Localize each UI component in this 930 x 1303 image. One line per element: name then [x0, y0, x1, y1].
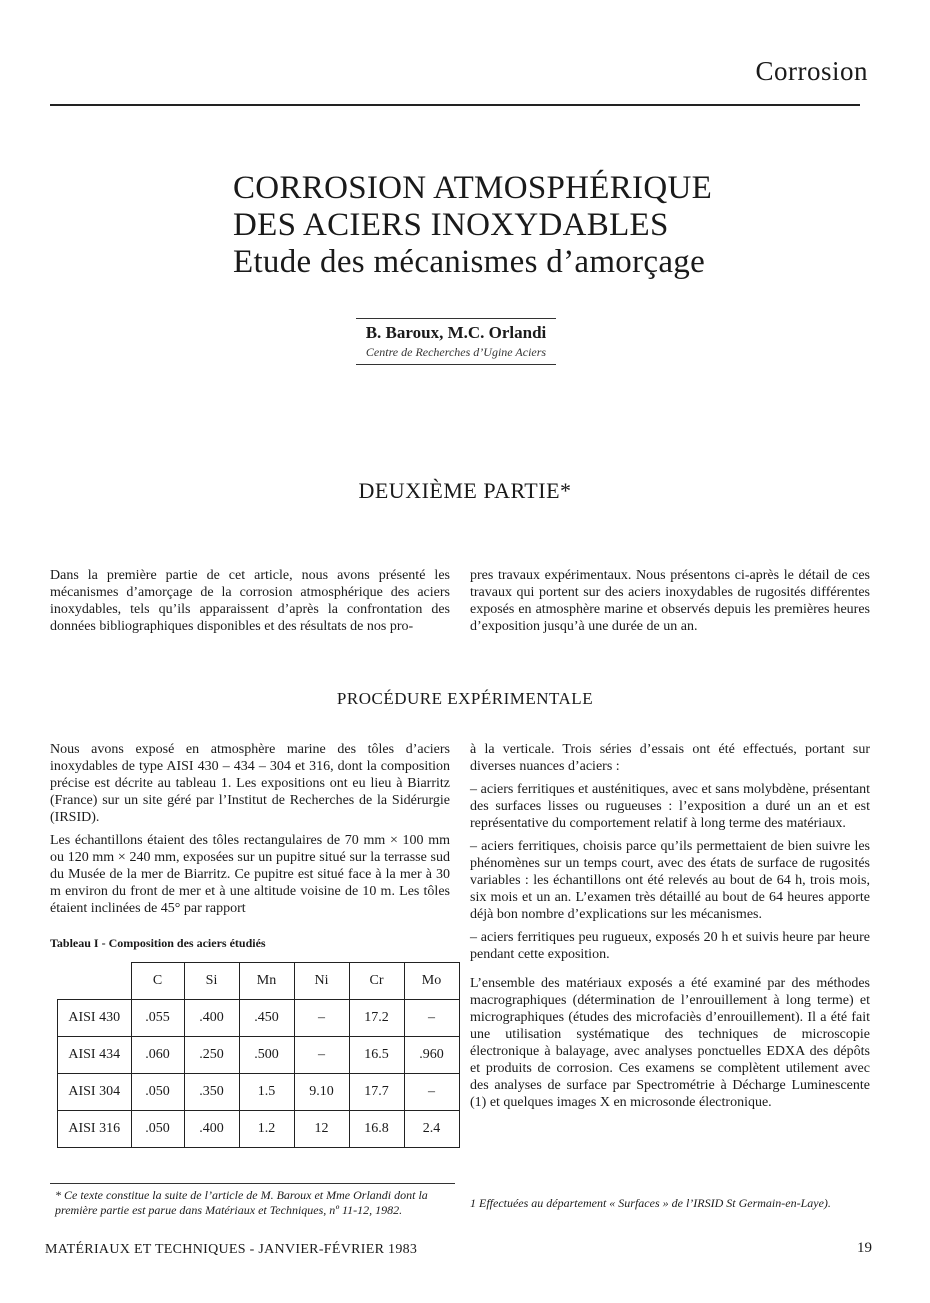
right-paragraph-3: – aciers ferritiques, choisis parce qu’ils permettaient de bien suivre les phénomènes sur un temps court, avec des états de surface de rugosités variables : les échantillons ont été relevés au bout de 64 h, trois mois, six mois et un an. L’examen très détaillé au bout de 64 heures apporte déjà bon nombre d’explications sur les mécanismes. [470, 839, 870, 922]
header-rule [50, 104, 860, 106]
footnote-rule [50, 1183, 455, 1184]
table-cell: – [294, 1000, 349, 1037]
section-heading: PROCÉDURE EXPÉRIMENTALE [336, 689, 594, 708]
table-cell: .050 [131, 1111, 184, 1148]
title-line-1: CORROSION ATMOSPHÉRIQUE [233, 170, 713, 206]
table-cell: AISI 304 [58, 1074, 132, 1111]
table-header-row [58, 963, 460, 1000]
title-line-2: DES ACIERS INOXYDABLES [233, 207, 669, 243]
table-cell: – [404, 1000, 459, 1037]
table-header-cell: Mo [404, 963, 459, 1000]
intro-left [50, 567, 450, 641]
table-cell: AISI 434 [58, 1037, 132, 1074]
table-cell: .055 [131, 1000, 184, 1037]
intro-right-text: pres travaux expérimentaux. Nous présentons ci-après le détail de ces travaux qui portent sur des aciers inoxydables de rugosités différentes exposés en atmosphère marine et observés depuis les premières heures d’exposition jusqu’à une durée de un an. [470, 568, 870, 634]
journal-footer: MATÉRIAUX ET TECHNIQUES - JANVIER-FÉVRIER 1983 [45, 1242, 418, 1257]
table-header-cell [58, 963, 132, 1000]
footnote-left: * Ce texte constitue la suite de l’article de M. Baroux et Mme Orlandi dont la première partie est parue dans Matériaux et Techniques, nº 11-12, 1982. [55, 1188, 428, 1217]
table-cell: 1.2 [239, 1111, 294, 1148]
intro-left-text: Dans la première partie de cet article, nous avons présenté les mécanismes d’amorçage de la corrosion atmosphérique des aciers inoxydables, tels qu’ils apparaissent d’après la confrontation des données bibliographiques disponibles et des résultats de nos pro- [50, 568, 450, 634]
table-cell: 17.7 [349, 1074, 404, 1111]
table-header-cell: Ni [294, 963, 349, 1000]
table-cell: – [294, 1037, 349, 1074]
part-heading: DEUXIÈME PARTIE* [358, 478, 572, 503]
left-column [50, 741, 450, 923]
table-row [58, 1037, 460, 1074]
right-paragraph-5: L’ensemble des matériaux exposés a été examiné par des méthodes macrographiques (détermination de l’enrouillement à long terme) et micrographiques (études des microfaciès d’enrouillement). Il a été fait une utilisation systématique des techniques de microscopie électronique à balayage, avec analyses ponctuelles EDXA des dépôts et produits de corrosion. Ces examens se complètent utilement avec des analyses de surface par Spectrométrie à Décharge Luminescente (1) et quelques images X en microsonde électronique. [470, 976, 870, 1110]
author-rule-top [356, 318, 556, 319]
table-cell: 2.4 [404, 1111, 459, 1148]
table-cell: .400 [184, 1111, 239, 1148]
intro-right [470, 567, 870, 641]
table-cell: 16.8 [349, 1111, 404, 1148]
composition-table [57, 962, 460, 1148]
table-cell: 16.5 [349, 1037, 404, 1074]
table-cell: AISI 430 [58, 1000, 132, 1037]
table-cell: AISI 316 [58, 1111, 132, 1148]
running-head: Corrosion [755, 56, 868, 86]
table-cell: .450 [239, 1000, 294, 1037]
table-caption: Tableau I - Composition des aciers étudiés [50, 936, 266, 950]
table-row [58, 1111, 460, 1148]
author-block [356, 318, 556, 365]
table-header-cell: Cr [349, 963, 404, 1000]
left-paragraph-1: Nous avons exposé en atmosphère marine des tôles d’aciers inoxydables de type AISI 430 – 434 – 304 et 316, dont la composition précise est décrite au tableau 1. Les expositions ont eu lieu à Biarritz (France) sur un site géré par l’Institut de Recherches de la Sidérurgie (IRSID). [50, 742, 450, 825]
table-cell: – [404, 1074, 459, 1111]
table-cell: .350 [184, 1074, 239, 1111]
table-cell: .050 [131, 1074, 184, 1111]
table-header-cell: Mn [239, 963, 294, 1000]
right-paragraph-2: – aciers ferritiques et austénitiques, avec et sans molybdène, présentant des surfaces lisses ou rugueuses : l’exposition a duré un an et est représentative du comportement relatif à long terme des matériaux. [470, 782, 870, 831]
table-row [58, 1074, 460, 1111]
page-number: 19 [857, 1240, 872, 1256]
table-cell: .960 [404, 1037, 459, 1074]
table-header-cell: Si [184, 963, 239, 1000]
author-rule-bottom [356, 364, 556, 365]
left-paragraph-2: Les échantillons étaient des tôles rectangulaires de 70 mm × 100 mm ou 120 mm × 240 mm, exposées sur un pupitre situé sur la terrasse sud du Musée de la mer de Biarritz. Ce pupitre est situé face à la mer à 30 m environ du front de mer et à une altitude voisine de 10 m. Les tôles étaient inclinées de 45° par rapport [50, 833, 450, 916]
author-affiliation: Centre de Recherches d’Ugine Aciers [365, 345, 547, 359]
footnote-right: 1 Effectuées au département « Surfaces » de l’IRSID St Germain-en-Laye). [470, 1196, 831, 1210]
table-cell: 1.5 [239, 1074, 294, 1111]
title-line-3: Etude des mécanismes d’amorçage [233, 244, 706, 280]
table-cell: 17.2 [349, 1000, 404, 1037]
table-cell: 12 [294, 1111, 349, 1148]
right-column [470, 741, 870, 1117]
table-cell: .500 [239, 1037, 294, 1074]
table-cell: 9.10 [294, 1074, 349, 1111]
table-cell: .400 [184, 1000, 239, 1037]
right-paragraph-1: à la verticale. Trois séries d’essais ont été effectués, portant sur diverses nuances d’aciers : [470, 742, 870, 774]
table-cell: .060 [131, 1037, 184, 1074]
table-cell: .250 [184, 1037, 239, 1074]
table-header-cell: C [131, 963, 184, 1000]
article-title [233, 170, 712, 281]
table-row [58, 1000, 460, 1037]
author-names: B. Baroux, M.C. Orlandi [365, 323, 547, 342]
right-paragraph-4: – aciers ferritiques peu rugueux, exposés 20 h et suivis heure par heure pendant cette exposition. [470, 930, 870, 962]
